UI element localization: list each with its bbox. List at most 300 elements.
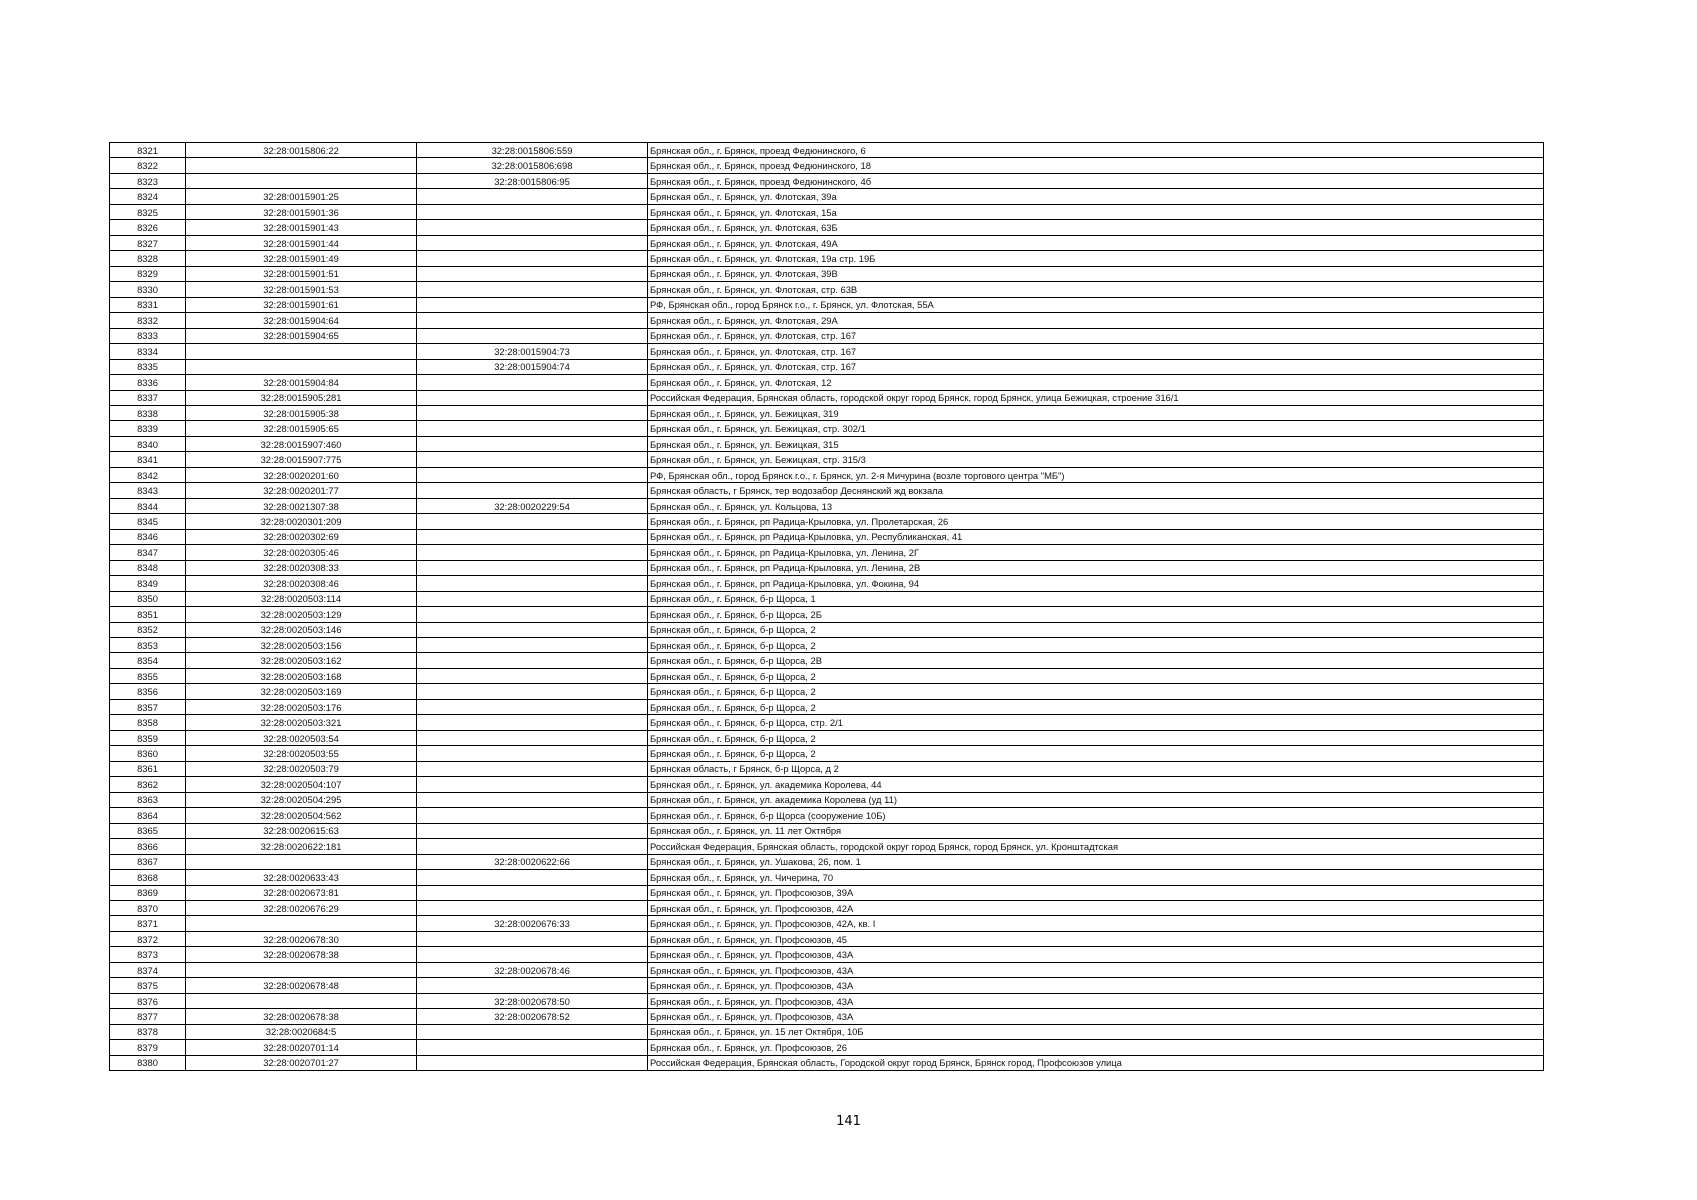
address-cell: РФ, Брянская обл., город Брянск г.о., г. Брянск, ул. Флотская, 55А: [648, 297, 1544, 312]
address-cell: Брянская обл., г. Брянск, ул. академика Королева, 44: [648, 777, 1544, 792]
related-cadastral-number-cell: [417, 390, 648, 405]
cadastral-number-cell: 32:28:0015901:49: [186, 251, 417, 266]
related-cadastral-number-cell: [417, 282, 648, 297]
related-cadastral-number-cell: [417, 204, 648, 219]
row-number-cell: 8370: [110, 900, 186, 915]
cadastral-number-cell: 32:28:0020633:43: [186, 870, 417, 885]
table-row: [110, 251, 1544, 266]
table-row: [110, 931, 1544, 946]
row-number-cell: 8322: [110, 158, 186, 173]
address-cell: Брянская обл., г. Брянск, ул. Профсоюзов, 26: [648, 1040, 1544, 1055]
related-cadastral-number-cell: 32:28:0020676:33: [417, 916, 648, 931]
related-cadastral-number-cell: [417, 978, 648, 993]
table-row: [110, 885, 1544, 900]
row-number-cell: 8379: [110, 1040, 186, 1055]
cadastral-number-cell: [186, 854, 417, 869]
row-number-cell: 8340: [110, 436, 186, 451]
table-row: [110, 638, 1544, 653]
cadastral-number-cell: 32:28:0020503:168: [186, 668, 417, 683]
table-row: [110, 699, 1544, 714]
cadastral-number-cell: 32:28:0015901:36: [186, 204, 417, 219]
row-number-cell: 8331: [110, 297, 186, 312]
row-number-cell: 8361: [110, 761, 186, 776]
cadastral-number-cell: 32:28:0015905:38: [186, 405, 417, 420]
address-cell: Брянская обл., г. Брянск, ул. Бежицкая, стр. 315/3: [648, 452, 1544, 467]
table-row: [110, 947, 1544, 962]
row-number-cell: 8324: [110, 189, 186, 204]
table-row: [110, 684, 1544, 699]
cadastral-number-cell: 32:28:0020503:146: [186, 622, 417, 637]
table-row: [110, 375, 1544, 390]
table-row: [110, 282, 1544, 297]
table-row: [110, 421, 1544, 436]
related-cadastral-number-cell: [417, 576, 648, 591]
related-cadastral-number-cell: [417, 313, 648, 328]
table-row: [110, 173, 1544, 188]
cadastral-number-cell: [186, 916, 417, 931]
cadastral-number-cell: 32:28:0020503:79: [186, 761, 417, 776]
row-number-cell: 8334: [110, 344, 186, 359]
cadastral-number-cell: 32:28:0020676:29: [186, 900, 417, 915]
address-cell: Брянская обл., г. Брянск, ул. Флотская, 12: [648, 375, 1544, 390]
row-number-cell: 8344: [110, 498, 186, 513]
address-cell: Российская Федерация, Брянская область, Городской округ город Брянск, Брянск город, Профсоюзов улица: [648, 1055, 1544, 1070]
related-cadastral-number-cell: [417, 189, 648, 204]
row-number-cell: 8337: [110, 390, 186, 405]
address-cell: Брянская обл., г. Брянск, ул. Флотская, 19а стр. 19Б: [648, 251, 1544, 266]
table-row: [110, 483, 1544, 498]
row-number-cell: 8352: [110, 622, 186, 637]
related-cadastral-number-cell: [417, 622, 648, 637]
table-row: [110, 498, 1544, 513]
cadastral-number-cell: 32:28:0015905:65: [186, 421, 417, 436]
table-row: [110, 405, 1544, 420]
table-row: [110, 529, 1544, 544]
table-row: [110, 158, 1544, 173]
related-cadastral-number-cell: [417, 467, 648, 482]
cadastral-number-cell: 32:28:0020678:38: [186, 1009, 417, 1024]
row-number-cell: 8348: [110, 560, 186, 575]
cadastral-number-cell: 32:28:0020302:69: [186, 529, 417, 544]
related-cadastral-number-cell: [417, 607, 648, 622]
table-row: [110, 1024, 1544, 1039]
cadastral-number-cell: 32:28:0015901:61: [186, 297, 417, 312]
cadastral-number-cell: 32:28:0020678:30: [186, 931, 417, 946]
related-cadastral-number-cell: [417, 591, 648, 606]
cadastral-number-cell: [186, 173, 417, 188]
address-cell: Брянская обл., г. Брянск, ул. Флотская, 39а: [648, 189, 1544, 204]
table-row: [110, 916, 1544, 931]
cadastral-number-cell: 32:28:0020503:114: [186, 591, 417, 606]
row-number-cell: 8336: [110, 375, 186, 390]
table-row: [110, 266, 1544, 281]
row-number-cell: 8360: [110, 746, 186, 761]
related-cadastral-number-cell: [417, 885, 648, 900]
table-row: [110, 808, 1544, 823]
row-number-cell: 8355: [110, 668, 186, 683]
related-cadastral-number-cell: 32:28:0015904:74: [417, 359, 648, 374]
row-number-cell: 8356: [110, 684, 186, 699]
row-number-cell: 8363: [110, 792, 186, 807]
table-row: [110, 668, 1544, 683]
row-number-cell: 8349: [110, 576, 186, 591]
cadastral-number-cell: 32:28:0015901:44: [186, 235, 417, 250]
related-cadastral-number-cell: [417, 421, 648, 436]
related-cadastral-number-cell: [417, 699, 648, 714]
related-cadastral-number-cell: [417, 529, 648, 544]
cadastral-number-cell: 32:28:0021307:38: [186, 498, 417, 513]
table-row: [110, 452, 1544, 467]
cadastral-number-cell: 32:28:0020622:181: [186, 839, 417, 854]
address-cell: Брянская обл., г. Брянск, ул. Бежицкая, стр. 302/1: [648, 421, 1544, 436]
address-cell: Брянская обл., г. Брянск, ул. Профсоюзов, 45: [648, 931, 1544, 946]
row-number-cell: 8367: [110, 854, 186, 869]
table-row: [110, 730, 1544, 745]
related-cadastral-number-cell: [417, 792, 648, 807]
row-number-cell: 8378: [110, 1024, 186, 1039]
cadastral-number-cell: [186, 344, 417, 359]
cadastral-number-cell: 32:28:0020503:54: [186, 730, 417, 745]
related-cadastral-number-cell: [417, 761, 648, 776]
address-cell: Брянская обл., г. Брянск, ул. академика Королева (уд 11): [648, 792, 1544, 807]
related-cadastral-number-cell: [417, 715, 648, 730]
address-cell: Брянская обл., г. Брянск, ул. Профсоюзов, 43А: [648, 1009, 1544, 1024]
related-cadastral-number-cell: [417, 436, 648, 451]
cadastral-number-cell: 32:28:0015904:84: [186, 375, 417, 390]
page-number: 141: [836, 1114, 861, 1129]
related-cadastral-number-cell: [417, 638, 648, 653]
table-row: [110, 204, 1544, 219]
row-number-cell: 8374: [110, 962, 186, 977]
address-cell: Брянская обл., г. Брянск, проезд Федюнинского, 6: [648, 143, 1544, 158]
cadastral-number-cell: 32:28:0020308:33: [186, 560, 417, 575]
cadastral-number-cell: 32:28:0020305:46: [186, 545, 417, 560]
row-number-cell: 8353: [110, 638, 186, 653]
table-row: [110, 560, 1544, 575]
address-cell: Брянская обл., г. Брянск, ул. Флотская, 15а: [648, 204, 1544, 219]
cadastral-number-cell: 32:28:0020701:14: [186, 1040, 417, 1055]
cadastral-number-cell: 32:28:0020504:107: [186, 777, 417, 792]
related-cadastral-number-cell: [417, 545, 648, 560]
address-cell: Брянская обл., г. Брянск, ул. Чичерина, 70: [648, 870, 1544, 885]
related-cadastral-number-cell: [417, 900, 648, 915]
related-cadastral-number-cell: [417, 514, 648, 529]
cadastral-number-cell: 32:28:0020504:295: [186, 792, 417, 807]
row-number-cell: 8328: [110, 251, 186, 266]
row-number-cell: 8359: [110, 730, 186, 745]
related-cadastral-number-cell: 32:28:0020678:46: [417, 962, 648, 977]
row-number-cell: 8376: [110, 993, 186, 1008]
row-number-cell: 8338: [110, 405, 186, 420]
cadastral-number-cell: 32:28:0015901:51: [186, 266, 417, 281]
related-cadastral-number-cell: [417, 808, 648, 823]
address-cell: Брянская обл., г. Брянск, ул. Флотская, 63Б: [648, 220, 1544, 235]
row-number-cell: 8321: [110, 143, 186, 158]
table-row: [110, 622, 1544, 637]
cadastral-number-cell: 32:28:0020308:46: [186, 576, 417, 591]
related-cadastral-number-cell: [417, 328, 648, 343]
address-cell: Брянская обл., г. Брянск, б-р Щорса, 2: [648, 622, 1544, 637]
table-row: [110, 436, 1544, 451]
address-cell: Брянская обл., г. Брянск, ул. 11 лет Октября: [648, 823, 1544, 838]
cadastral-table: [109, 142, 1544, 1071]
address-cell: Брянская обл., г. Брянск, ул. Флотская, стр. 167: [648, 344, 1544, 359]
address-cell: Брянская обл., г. Брянск, проезд Федюнинского, 4б: [648, 173, 1544, 188]
related-cadastral-number-cell: [417, 375, 648, 390]
related-cadastral-number-cell: [417, 297, 648, 312]
table-row: [110, 143, 1544, 158]
row-number-cell: 8345: [110, 514, 186, 529]
related-cadastral-number-cell: [417, 560, 648, 575]
related-cadastral-number-cell: [417, 947, 648, 962]
table-row: [110, 359, 1544, 374]
related-cadastral-number-cell: [417, 870, 648, 885]
row-number-cell: 8358: [110, 715, 186, 730]
table-row: [110, 390, 1544, 405]
row-number-cell: 8375: [110, 978, 186, 993]
related-cadastral-number-cell: 32:28:0020622:66: [417, 854, 648, 869]
address-cell: Брянская обл., г. Брянск, ул. Бежицкая, 319: [648, 405, 1544, 420]
address-cell: Брянская обл., г. Брянск, ул. Флотская, 29А: [648, 313, 1544, 328]
address-cell: Российская Федерация, Брянская область, городской округ город Брянск, город Брянск, ул. Кронштадтская: [648, 839, 1544, 854]
table-row: [110, 746, 1544, 761]
related-cadastral-number-cell: [417, 668, 648, 683]
address-cell: Брянская обл., г. Брянск, рп Радица-Крыловка, ул. Ленина, 2В: [648, 560, 1544, 575]
cadastral-number-cell: 32:28:0020678:48: [186, 978, 417, 993]
row-number-cell: 8371: [110, 916, 186, 931]
cadastral-number-cell: 32:28:0015907:460: [186, 436, 417, 451]
table-row: [110, 854, 1544, 869]
address-cell: Брянская обл., г. Брянск, ул. Профсоюзов, 43А: [648, 993, 1544, 1008]
address-cell: РФ, Брянская обл., город Брянск г.о., г. Брянск, ул. 2-я Мичурина (возле торгового центра "МБ"): [648, 467, 1544, 482]
table-row: [110, 993, 1544, 1008]
cadastral-number-cell: 32:28:0015901:53: [186, 282, 417, 297]
cadastral-number-cell: 32:28:0020503:169: [186, 684, 417, 699]
table-row: [110, 653, 1544, 668]
table-row: [110, 235, 1544, 250]
address-cell: Брянская обл., г. Брянск, б-р Щорса, 2: [648, 746, 1544, 761]
cadastral-number-cell: 32:28:0015901:25: [186, 189, 417, 204]
cadastral-number-cell: 32:28:0020503:55: [186, 746, 417, 761]
related-cadastral-number-cell: [417, 452, 648, 467]
table-row: [110, 467, 1544, 482]
table-row: [110, 900, 1544, 915]
table-row: [110, 777, 1544, 792]
address-cell: Брянская обл., г. Брянск, ул. Флотская, стр. 167: [648, 359, 1544, 374]
table-row: [110, 870, 1544, 885]
cadastral-number-cell: 32:28:0020615:63: [186, 823, 417, 838]
table-row: [110, 576, 1544, 591]
cadastral-number-cell: 32:28:0020504:562: [186, 808, 417, 823]
address-cell: Брянская обл., г. Брянск, проезд Федюнинского, 18: [648, 158, 1544, 173]
address-cell: Брянская обл., г. Брянск, ул. Профсоюзов, 42А, кв. I: [648, 916, 1544, 931]
address-cell: Брянская обл., г. Брянск, ул. Флотская, 39В: [648, 266, 1544, 281]
address-cell: Брянская обл., г. Брянск, ул. Флотская, стр. 167: [648, 328, 1544, 343]
related-cadastral-number-cell: [417, 777, 648, 792]
address-cell: Брянская обл., г. Брянск, ул. 15 лет Октября, 10Б: [648, 1024, 1544, 1039]
row-number-cell: 8329: [110, 266, 186, 281]
cadastral-number-cell: [186, 993, 417, 1008]
row-number-cell: 8343: [110, 483, 186, 498]
cadastral-number-cell: 32:28:0020503:162: [186, 653, 417, 668]
related-cadastral-number-cell: 32:28:0020678:50: [417, 993, 648, 1008]
row-number-cell: 8362: [110, 777, 186, 792]
table-row: [110, 189, 1544, 204]
related-cadastral-number-cell: [417, 235, 648, 250]
related-cadastral-number-cell: [417, 483, 648, 498]
cadastral-number-cell: 32:28:0020503:321: [186, 715, 417, 730]
row-number-cell: 8354: [110, 653, 186, 668]
row-number-cell: 8368: [110, 870, 186, 885]
row-number-cell: 8346: [110, 529, 186, 544]
cadastral-number-cell: 32:28:0020201:77: [186, 483, 417, 498]
table-row: [110, 715, 1544, 730]
address-cell: Брянская область, г Брянск, тер водозабор Деснянский жд вокзала: [648, 483, 1544, 498]
table-row: [110, 220, 1544, 235]
table-row: [110, 297, 1544, 312]
table-row: [110, 545, 1544, 560]
cadastral-number-cell: 32:28:0015806:22: [186, 143, 417, 158]
row-number-cell: 8366: [110, 839, 186, 854]
row-number-cell: 8339: [110, 421, 186, 436]
related-cadastral-number-cell: [417, 823, 648, 838]
related-cadastral-number-cell: [417, 684, 648, 699]
table-row: [110, 1009, 1544, 1024]
address-cell: Брянская обл., г. Брянск, ул. Профсоюзов, 43А: [648, 962, 1544, 977]
address-cell: Брянская обл., г. Брянск, б-р Щорса, 1: [648, 591, 1544, 606]
cadastral-number-cell: [186, 158, 417, 173]
row-number-cell: 8341: [110, 452, 186, 467]
table-row: [110, 761, 1544, 776]
related-cadastral-number-cell: [417, 1024, 648, 1039]
row-number-cell: 8342: [110, 467, 186, 482]
address-cell: Брянская обл., г. Брянск, ул. Профсоюзов, 39А: [648, 885, 1544, 900]
related-cadastral-number-cell: [417, 405, 648, 420]
table-body: [110, 143, 1544, 1071]
cadastral-number-cell: [186, 359, 417, 374]
table-row: [110, 1055, 1544, 1070]
cadastral-number-cell: 32:28:0020678:38: [186, 947, 417, 962]
address-cell: Брянская обл., г. Брянск, б-р Щорса, 2: [648, 699, 1544, 714]
row-number-cell: 8350: [110, 591, 186, 606]
address-cell: Брянская обл., г. Брянск, рп Радица-Крыловка, ул. Фокина, 94: [648, 576, 1544, 591]
related-cadastral-number-cell: [417, 653, 648, 668]
address-cell: Брянская обл., г. Брянск, ул. Кольцова, 13: [648, 498, 1544, 513]
row-number-cell: 8364: [110, 808, 186, 823]
address-cell: Брянская обл., г. Брянск, ул. Ушакова, 26, пом. 1: [648, 854, 1544, 869]
address-cell: Брянская обл., г. Брянск, рп Радица-Крыловка, ул. Ленина, 2Г: [648, 545, 1544, 560]
related-cadastral-number-cell: 32:28:0015806:698: [417, 158, 648, 173]
cadastral-number-cell: 32:28:0015904:64: [186, 313, 417, 328]
row-number-cell: 8357: [110, 699, 186, 714]
address-cell: Брянская обл., г. Брянск, ул. Бежицкая, 315: [648, 436, 1544, 451]
address-cell: Российская Федерация, Брянская область, городской округ город Брянск, город Брянск, улица Бежицкая, строение 316/1: [648, 390, 1544, 405]
related-cadastral-number-cell: [417, 1040, 648, 1055]
related-cadastral-number-cell: 32:28:0015806:559: [417, 143, 648, 158]
cadastral-number-cell: 32:28:0020503:176: [186, 699, 417, 714]
cadastral-number-cell: 32:28:0020503:156: [186, 638, 417, 653]
table-row: [110, 591, 1544, 606]
table-row: [110, 839, 1544, 854]
row-number-cell: 8335: [110, 359, 186, 374]
table-row: [110, 792, 1544, 807]
row-number-cell: 8377: [110, 1009, 186, 1024]
cadastral-number-cell: 32:28:0020301:209: [186, 514, 417, 529]
related-cadastral-number-cell: [417, 730, 648, 745]
cadastral-number-cell: 32:28:0020701:27: [186, 1055, 417, 1070]
table-row: [110, 344, 1544, 359]
address-cell: Брянская обл., г. Брянск, ул. Флотская, 49А: [648, 235, 1544, 250]
cadastral-number-cell: 32:28:0020684:5: [186, 1024, 417, 1039]
table-row: [110, 328, 1544, 343]
related-cadastral-number-cell: 32:28:0020678:52: [417, 1009, 648, 1024]
cadastral-number-cell: 32:28:0015905:281: [186, 390, 417, 405]
related-cadastral-number-cell: [417, 1055, 648, 1070]
cadastral-number-cell: 32:28:0015904:65: [186, 328, 417, 343]
address-cell: Брянская обл., г. Брянск, б-р Щорса, 2: [648, 684, 1544, 699]
address-cell: Брянская обл., г. Брянск, б-р Щорса, 2Б: [648, 607, 1544, 622]
address-cell: Брянская обл., г. Брянск, рп Радица-Крыловка, ул. Республиканская, 41: [648, 529, 1544, 544]
related-cadastral-number-cell: 32:28:0015904:73: [417, 344, 648, 359]
table-row: [110, 1040, 1544, 1055]
related-cadastral-number-cell: [417, 746, 648, 761]
related-cadastral-number-cell: [417, 931, 648, 946]
related-cadastral-number-cell: [417, 266, 648, 281]
row-number-cell: 8369: [110, 885, 186, 900]
row-number-cell: 8332: [110, 313, 186, 328]
address-cell: Брянская обл., г. Брянск, ул. Профсоюзов, 43А: [648, 947, 1544, 962]
address-cell: Брянская обл., г. Брянск, б-р Щорса (сооружение 10Б): [648, 808, 1544, 823]
cadastral-number-cell: [186, 962, 417, 977]
address-cell: Брянская обл., г. Брянск, рп Радица-Крыловка, ул. Пролетарская, 26: [648, 514, 1544, 529]
row-number-cell: 8330: [110, 282, 186, 297]
address-cell: Брянская обл., г. Брянск, ул. Флотская, стр. 63В: [648, 282, 1544, 297]
row-number-cell: 8325: [110, 204, 186, 219]
table-row: [110, 823, 1544, 838]
related-cadastral-number-cell: 32:28:0015806:95: [417, 173, 648, 188]
address-cell: Брянская обл., г. Брянск, б-р Щорса, 2: [648, 668, 1544, 683]
address-cell: Брянская область, г Брянск, б-р Щорса, д 2: [648, 761, 1544, 776]
address-cell: Брянская обл., г. Брянск, б-р Щорса, 2: [648, 638, 1544, 653]
row-number-cell: 8373: [110, 947, 186, 962]
table-row: [110, 962, 1544, 977]
row-number-cell: 8372: [110, 931, 186, 946]
row-number-cell: 8365: [110, 823, 186, 838]
related-cadastral-number-cell: 32:28:0020229:54: [417, 498, 648, 513]
related-cadastral-number-cell: [417, 839, 648, 854]
cadastral-number-cell: 32:28:0015907:775: [186, 452, 417, 467]
table-row: [110, 607, 1544, 622]
cadastral-number-cell: 32:28:0020673:81: [186, 885, 417, 900]
address-cell: Брянская обл., г. Брянск, б-р Щорса, стр. 2/1: [648, 715, 1544, 730]
related-cadastral-number-cell: [417, 251, 648, 266]
row-number-cell: 8333: [110, 328, 186, 343]
related-cadastral-number-cell: [417, 220, 648, 235]
table-row: [110, 514, 1544, 529]
row-number-cell: 8327: [110, 235, 186, 250]
row-number-cell: 8326: [110, 220, 186, 235]
table-row: [110, 313, 1544, 328]
cadastral-number-cell: 32:28:0020201:60: [186, 467, 417, 482]
address-cell: Брянская обл., г. Брянск, ул. Профсоюзов, 43А: [648, 978, 1544, 993]
cadastral-number-cell: 32:28:0015901:43: [186, 220, 417, 235]
address-cell: Брянская обл., г. Брянск, б-р Щорса, 2: [648, 730, 1544, 745]
cadastral-number-cell: 32:28:0020503:129: [186, 607, 417, 622]
row-number-cell: 8380: [110, 1055, 186, 1070]
row-number-cell: 8347: [110, 545, 186, 560]
address-cell: Брянская обл., г. Брянск, ул. Профсоюзов, 42А: [648, 900, 1544, 915]
address-cell: Брянская обл., г. Брянск, б-р Щорса, 2В: [648, 653, 1544, 668]
